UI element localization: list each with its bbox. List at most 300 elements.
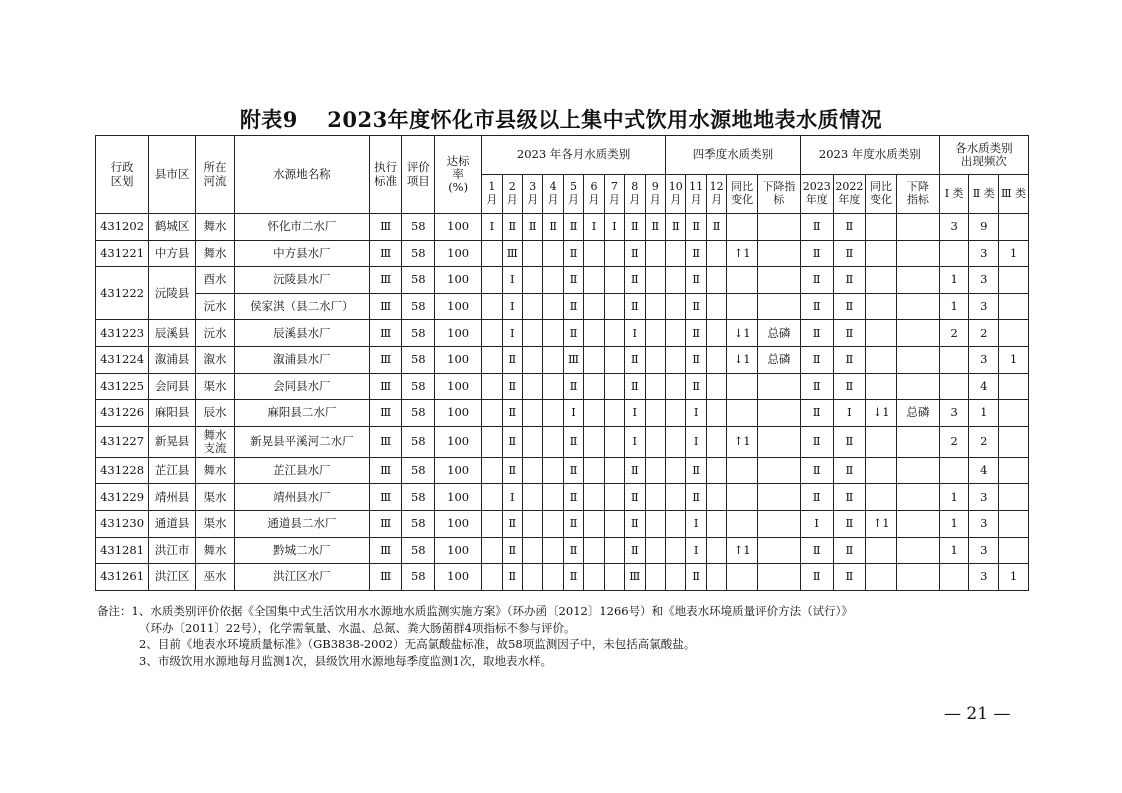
cell-month-4 bbox=[543, 457, 563, 484]
cell-class-1: 1 bbox=[939, 537, 969, 564]
cell-class-3: 1 bbox=[999, 346, 1029, 373]
cell-standard: Ⅲ bbox=[369, 346, 402, 373]
cell-river: 溆水 bbox=[196, 346, 235, 373]
cell-source-name: 溆浦县水厂 bbox=[234, 346, 369, 373]
cell-month-1 bbox=[482, 240, 502, 267]
cell-month-7: Ⅰ bbox=[604, 214, 624, 241]
header-month-7: 7 月 bbox=[604, 175, 624, 214]
cell-eval-items: 58 bbox=[402, 267, 435, 294]
header-standard: 执行 标准 bbox=[369, 136, 402, 214]
cell-month-10 bbox=[666, 320, 686, 347]
cell-month-12 bbox=[706, 484, 726, 511]
cell-class-3 bbox=[999, 537, 1029, 564]
cell-month-7 bbox=[604, 346, 624, 373]
table-row bbox=[96, 214, 1029, 241]
cell-river: 沅水 bbox=[196, 293, 235, 320]
cell-q-change: ↓1 bbox=[727, 320, 758, 347]
header-quarterly-group: 四季度水质类别 bbox=[666, 136, 801, 175]
cell-class-1: 1 bbox=[939, 510, 969, 537]
cell-admin-code: 431223 bbox=[96, 320, 149, 347]
cell-y-drop: 总磷 bbox=[896, 400, 939, 427]
cell-class-3 bbox=[999, 214, 1029, 241]
cell-q-change: ↑1 bbox=[727, 426, 758, 457]
cell-county: 辰溪县 bbox=[149, 320, 196, 347]
cell-y-drop bbox=[896, 373, 939, 400]
cell-class-3 bbox=[999, 510, 1029, 537]
cell-y2022: Ⅱ bbox=[833, 484, 866, 511]
cell-month-2: Ⅱ bbox=[502, 564, 522, 591]
cell-month-5: Ⅱ bbox=[563, 293, 583, 320]
cell-y-drop bbox=[896, 293, 939, 320]
cell-y2022: Ⅱ bbox=[833, 293, 866, 320]
cell-river: 渠水 bbox=[196, 484, 235, 511]
cell-month-3 bbox=[522, 510, 542, 537]
cell-y2023: Ⅱ bbox=[800, 484, 833, 511]
cell-q-drop bbox=[757, 564, 800, 591]
table-row bbox=[96, 564, 1029, 591]
header-month-3: 3 月 bbox=[522, 175, 542, 214]
table-row bbox=[96, 426, 1029, 457]
cell-class-3 bbox=[999, 267, 1029, 294]
cell-class-2: 9 bbox=[969, 214, 999, 241]
cell-month-6 bbox=[584, 484, 604, 511]
cell-class-3 bbox=[999, 400, 1029, 427]
table-row bbox=[96, 267, 1029, 294]
cell-month-12 bbox=[706, 373, 726, 400]
cell-month-5: Ⅱ bbox=[563, 320, 583, 347]
cell-class-1: 3 bbox=[939, 400, 969, 427]
cell-month-12 bbox=[706, 537, 726, 564]
cell-y2022: Ⅱ bbox=[833, 214, 866, 241]
cell-month-4 bbox=[543, 320, 563, 347]
cell-y2022: Ⅱ bbox=[833, 267, 866, 294]
cell-q-change bbox=[727, 564, 758, 591]
cell-month-5: Ⅱ bbox=[563, 484, 583, 511]
cell-q-change: ↑1 bbox=[727, 240, 758, 267]
cell-month-8: Ⅱ bbox=[625, 373, 645, 400]
cell-eval-items: 58 bbox=[402, 426, 435, 457]
cell-source-name: 新晃县平溪河二水厂 bbox=[234, 426, 369, 457]
cell-eval-items: 58 bbox=[402, 320, 435, 347]
cell-month-9 bbox=[645, 426, 666, 457]
cell-month-12 bbox=[706, 426, 726, 457]
cell-q-drop bbox=[757, 214, 800, 241]
cell-q-change bbox=[727, 510, 758, 537]
header-annual-group: 2023 年度水质类别 bbox=[800, 136, 939, 175]
cell-month-9 bbox=[645, 373, 666, 400]
cell-y-change bbox=[866, 320, 897, 347]
cell-month-5: Ⅲ bbox=[563, 346, 583, 373]
cell-month-10 bbox=[666, 346, 686, 373]
cell-month-2: Ⅲ bbox=[502, 240, 522, 267]
cell-y2023: Ⅱ bbox=[800, 537, 833, 564]
cell-month-3 bbox=[522, 346, 542, 373]
cell-month-8: Ⅱ bbox=[625, 293, 645, 320]
cell-class-2: 3 bbox=[969, 484, 999, 511]
cell-river: 舞水 bbox=[196, 214, 235, 241]
cell-month-9 bbox=[645, 510, 666, 537]
cell-rate: 100 bbox=[435, 346, 482, 373]
cell-month-12 bbox=[706, 293, 726, 320]
cell-month-7 bbox=[604, 484, 624, 511]
cell-month-4 bbox=[543, 537, 563, 564]
cell-month-6 bbox=[584, 510, 604, 537]
table-row bbox=[96, 400, 1029, 427]
header-month-4: 4 月 bbox=[543, 175, 563, 214]
cell-month-12 bbox=[706, 240, 726, 267]
cell-standard: Ⅲ bbox=[369, 537, 402, 564]
cell-month-3 bbox=[522, 426, 542, 457]
cell-admin-code: 431227 bbox=[96, 426, 149, 457]
cell-month-6 bbox=[584, 267, 604, 294]
cell-month-10 bbox=[666, 400, 686, 427]
cell-month-11: Ⅰ bbox=[686, 400, 706, 427]
cell-standard: Ⅲ bbox=[369, 564, 402, 591]
cell-month-9 bbox=[645, 293, 666, 320]
cell-month-10 bbox=[666, 457, 686, 484]
cell-month-8: Ⅱ bbox=[625, 484, 645, 511]
cell-month-11: Ⅰ bbox=[686, 426, 706, 457]
cell-month-6: Ⅰ bbox=[584, 214, 604, 241]
cell-month-11: Ⅱ bbox=[686, 564, 706, 591]
header-monthly-group: 2023 年各月水质类别 bbox=[482, 136, 666, 175]
cell-month-2: Ⅰ bbox=[502, 320, 522, 347]
cell-standard: Ⅲ bbox=[369, 400, 402, 427]
cell-river: 渠水 bbox=[196, 510, 235, 537]
cell-standard: Ⅲ bbox=[369, 267, 402, 294]
note-line: 2、目前《地表水环境质量标准》（GB3838-2002）无高氯酸盐标准，故58项监测因子中，未包括高氯酸盐。 bbox=[139, 637, 696, 651]
cell-rate: 100 bbox=[435, 457, 482, 484]
cell-eval-items: 58 bbox=[402, 214, 435, 241]
cell-q-change bbox=[727, 293, 758, 320]
cell-month-10 bbox=[666, 240, 686, 267]
cell-month-12: Ⅱ bbox=[706, 214, 726, 241]
water-quality-table bbox=[95, 135, 1029, 591]
cell-month-12 bbox=[706, 267, 726, 294]
cell-class-2: 3 bbox=[969, 510, 999, 537]
cell-y2022: Ⅱ bbox=[833, 564, 866, 591]
cell-month-1: Ⅰ bbox=[482, 214, 502, 241]
cell-month-5: Ⅱ bbox=[563, 510, 583, 537]
cell-source-name: 侯家淇（县二水厂） bbox=[234, 293, 369, 320]
cell-month-7 bbox=[604, 400, 624, 427]
cell-class-3 bbox=[999, 373, 1029, 400]
cell-eval-items: 58 bbox=[402, 537, 435, 564]
cell-month-9: Ⅱ bbox=[645, 214, 666, 241]
cell-month-12 bbox=[706, 510, 726, 537]
cell-standard: Ⅲ bbox=[369, 426, 402, 457]
cell-county: 洪江市 bbox=[149, 537, 196, 564]
note-line: （环办〔2011〕22号），化学需氧量、水温、总氮、粪大肠菌群4项指标不参与评价。 bbox=[139, 620, 576, 635]
cell-month-6 bbox=[584, 457, 604, 484]
cell-month-4 bbox=[543, 240, 563, 267]
cell-month-1 bbox=[482, 457, 502, 484]
cell-y2023: Ⅱ bbox=[800, 457, 833, 484]
cell-river: 舞水 bbox=[196, 240, 235, 267]
cell-month-3 bbox=[522, 240, 542, 267]
cell-rate: 100 bbox=[435, 564, 482, 591]
cell-y-drop bbox=[896, 457, 939, 484]
cell-month-8: Ⅰ bbox=[625, 320, 645, 347]
header-class-2: Ⅱ 类 bbox=[969, 175, 999, 214]
cell-month-7 bbox=[604, 267, 624, 294]
cell-y-change: ↑1 bbox=[866, 510, 897, 537]
header-month-12: 12 月 bbox=[706, 175, 726, 214]
cell-river: 巫水 bbox=[196, 564, 235, 591]
header-eval-items: 评价 项目 bbox=[402, 136, 435, 214]
cell-class-1: 2 bbox=[939, 320, 969, 347]
cell-month-1 bbox=[482, 510, 502, 537]
cell-month-2: Ⅱ bbox=[502, 400, 522, 427]
header-class-1: Ⅰ 类 bbox=[939, 175, 969, 214]
cell-month-6 bbox=[584, 564, 604, 591]
cell-month-5: Ⅱ bbox=[563, 214, 583, 241]
cell-source-name: 黔城二水厂 bbox=[234, 537, 369, 564]
cell-month-12 bbox=[706, 564, 726, 591]
cell-month-9 bbox=[645, 240, 666, 267]
cell-y2022: Ⅱ bbox=[833, 346, 866, 373]
cell-river: 舞水 bbox=[196, 537, 235, 564]
cell-class-3 bbox=[999, 484, 1029, 511]
cell-class-3 bbox=[999, 426, 1029, 457]
cell-month-9 bbox=[645, 320, 666, 347]
cell-month-9 bbox=[645, 400, 666, 427]
cell-q-drop bbox=[757, 457, 800, 484]
cell-class-2: 2 bbox=[969, 320, 999, 347]
cell-month-8: Ⅰ bbox=[625, 400, 645, 427]
cell-county: 沅陵县 bbox=[149, 267, 196, 320]
cell-y2022: Ⅱ bbox=[833, 373, 866, 400]
cell-month-10 bbox=[666, 537, 686, 564]
cell-month-9 bbox=[645, 484, 666, 511]
cell-month-2: Ⅱ bbox=[502, 537, 522, 564]
table-row bbox=[96, 510, 1029, 537]
cell-month-7 bbox=[604, 426, 624, 457]
cell-month-12 bbox=[706, 400, 726, 427]
cell-y-change: ↓1 bbox=[866, 400, 897, 427]
header-class-3: Ⅲ 类 bbox=[999, 175, 1029, 214]
cell-q-change: ↓1 bbox=[727, 346, 758, 373]
cell-month-3: Ⅱ bbox=[522, 214, 542, 241]
cell-source-name: 洪江区水厂 bbox=[234, 564, 369, 591]
cell-month-10 bbox=[666, 293, 686, 320]
cell-y2022: Ⅱ bbox=[833, 537, 866, 564]
cell-rate: 100 bbox=[435, 293, 482, 320]
cell-y2023: Ⅱ bbox=[800, 346, 833, 373]
cell-county: 溆浦县 bbox=[149, 346, 196, 373]
cell-month-12 bbox=[706, 457, 726, 484]
cell-month-9 bbox=[645, 457, 666, 484]
cell-rate: 100 bbox=[435, 510, 482, 537]
cell-month-1 bbox=[482, 426, 502, 457]
cell-month-6 bbox=[584, 537, 604, 564]
cell-month-2: Ⅰ bbox=[502, 267, 522, 294]
cell-class-3 bbox=[999, 457, 1029, 484]
cell-month-7 bbox=[604, 293, 624, 320]
cell-river: 沅水 bbox=[196, 320, 235, 347]
cell-q-drop bbox=[757, 537, 800, 564]
cell-q-drop bbox=[757, 510, 800, 537]
cell-month-5: Ⅱ bbox=[563, 426, 583, 457]
cell-river: 舞水 支流 bbox=[196, 426, 235, 457]
cell-eval-items: 58 bbox=[402, 346, 435, 373]
cell-y2023: Ⅱ bbox=[800, 426, 833, 457]
cell-q-change bbox=[727, 400, 758, 427]
cell-admin-code: 431225 bbox=[96, 373, 149, 400]
cell-month-1 bbox=[482, 373, 502, 400]
cell-month-5: Ⅱ bbox=[563, 267, 583, 294]
cell-month-8: Ⅱ bbox=[625, 537, 645, 564]
header-month-6: 6 月 bbox=[584, 175, 604, 214]
cell-eval-items: 58 bbox=[402, 457, 435, 484]
cell-q-change bbox=[727, 457, 758, 484]
cell-month-1 bbox=[482, 564, 502, 591]
cell-month-11: Ⅱ bbox=[686, 346, 706, 373]
cell-month-2: Ⅱ bbox=[502, 373, 522, 400]
cell-admin-code: 431221 bbox=[96, 240, 149, 267]
cell-month-6 bbox=[584, 373, 604, 400]
page-number: — 21 — bbox=[944, 704, 1011, 724]
header-month-2: 2 月 bbox=[502, 175, 522, 214]
cell-standard: Ⅲ bbox=[369, 320, 402, 347]
cell-month-1 bbox=[482, 400, 502, 427]
cell-month-6 bbox=[584, 293, 604, 320]
cell-county: 中方县 bbox=[149, 240, 196, 267]
cell-month-1 bbox=[482, 346, 502, 373]
cell-standard: Ⅲ bbox=[369, 240, 402, 267]
cell-month-4 bbox=[543, 564, 563, 591]
cell-standard: Ⅲ bbox=[369, 373, 402, 400]
cell-class-3: 1 bbox=[999, 240, 1029, 267]
cell-month-11: Ⅱ bbox=[686, 293, 706, 320]
cell-admin-code: 431261 bbox=[96, 564, 149, 591]
cell-standard: Ⅲ bbox=[369, 214, 402, 241]
cell-admin-code: 431281 bbox=[96, 537, 149, 564]
cell-month-3 bbox=[522, 293, 542, 320]
cell-y-change bbox=[866, 293, 897, 320]
table-row bbox=[96, 320, 1029, 347]
cell-county: 通道县 bbox=[149, 510, 196, 537]
cell-class-1: 2 bbox=[939, 426, 969, 457]
header-freq-group: 各水质类别 出现频次 bbox=[939, 136, 1028, 175]
cell-county: 麻阳县 bbox=[149, 400, 196, 427]
table-row bbox=[96, 457, 1029, 484]
cell-y2023: Ⅱ bbox=[800, 400, 833, 427]
cell-river: 辰水 bbox=[196, 400, 235, 427]
cell-y-drop bbox=[896, 564, 939, 591]
header-y2023: 2023 年度 bbox=[800, 175, 833, 214]
cell-q-change bbox=[727, 373, 758, 400]
header-month-9: 9 月 bbox=[645, 175, 666, 214]
cell-month-2: Ⅱ bbox=[502, 346, 522, 373]
cell-month-11: Ⅱ bbox=[686, 320, 706, 347]
cell-month-9 bbox=[645, 346, 666, 373]
cell-month-5: Ⅰ bbox=[563, 400, 583, 427]
header-rate: 达标 率 (%) bbox=[435, 136, 482, 214]
cell-eval-items: 58 bbox=[402, 510, 435, 537]
cell-q-change bbox=[727, 214, 758, 241]
cell-class-1 bbox=[939, 240, 969, 267]
cell-month-8: Ⅱ bbox=[625, 457, 645, 484]
cell-county: 会同县 bbox=[149, 373, 196, 400]
cell-y-drop bbox=[896, 537, 939, 564]
cell-source-name: 中方县水厂 bbox=[234, 240, 369, 267]
cell-month-3 bbox=[522, 484, 542, 511]
cell-month-1 bbox=[482, 267, 502, 294]
cell-month-1 bbox=[482, 320, 502, 347]
cell-month-9 bbox=[645, 267, 666, 294]
cell-month-8: Ⅱ bbox=[625, 346, 645, 373]
cell-month-6 bbox=[584, 240, 604, 267]
cell-class-2: 3 bbox=[969, 537, 999, 564]
cell-y2022: Ⅱ bbox=[833, 426, 866, 457]
cell-class-2: 3 bbox=[969, 293, 999, 320]
cell-month-11: Ⅱ bbox=[686, 457, 706, 484]
cell-y2023: Ⅰ bbox=[800, 510, 833, 537]
cell-standard: Ⅲ bbox=[369, 293, 402, 320]
cell-source-name: 麻阳县二水厂 bbox=[234, 400, 369, 427]
cell-class-2: 3 bbox=[969, 564, 999, 591]
table-row bbox=[96, 346, 1029, 373]
cell-class-2: 4 bbox=[969, 457, 999, 484]
cell-month-2: Ⅱ bbox=[502, 510, 522, 537]
header-river: 所在 河流 bbox=[196, 136, 235, 214]
cell-y-change bbox=[866, 457, 897, 484]
cell-month-1 bbox=[482, 484, 502, 511]
cell-month-2: Ⅱ bbox=[502, 426, 522, 457]
cell-month-7 bbox=[604, 510, 624, 537]
cell-month-3 bbox=[522, 537, 542, 564]
cell-y2022: Ⅱ bbox=[833, 457, 866, 484]
cell-month-5: Ⅱ bbox=[563, 457, 583, 484]
cell-month-10 bbox=[666, 373, 686, 400]
cell-y-drop bbox=[896, 510, 939, 537]
cell-admin-code: 431226 bbox=[96, 400, 149, 427]
cell-y2022: Ⅱ bbox=[833, 510, 866, 537]
cell-eval-items: 58 bbox=[402, 373, 435, 400]
cell-county: 洪江区 bbox=[149, 564, 196, 591]
cell-y-drop bbox=[896, 426, 939, 457]
cell-y-change bbox=[866, 426, 897, 457]
cell-q-drop bbox=[757, 293, 800, 320]
note-line: 3、市级饮用水源地每月监测1次，县级饮用水源地每季度监测1次，取地表水样。 bbox=[139, 653, 552, 668]
cell-class-1: 1 bbox=[939, 267, 969, 294]
cell-river: 酉水 bbox=[196, 267, 235, 294]
cell-month-2: Ⅰ bbox=[502, 484, 522, 511]
cell-eval-items: 58 bbox=[402, 564, 435, 591]
cell-month-5: Ⅱ bbox=[563, 240, 583, 267]
cell-month-6 bbox=[584, 426, 604, 457]
cell-month-10 bbox=[666, 510, 686, 537]
cell-month-6 bbox=[584, 400, 604, 427]
cell-rate: 100 bbox=[435, 373, 482, 400]
notes bbox=[97, 603, 1037, 669]
cell-eval-items: 58 bbox=[402, 484, 435, 511]
header-month-8: 8 月 bbox=[625, 175, 645, 214]
cell-month-12 bbox=[706, 320, 726, 347]
cell-y-drop bbox=[896, 267, 939, 294]
cell-month-3 bbox=[522, 320, 542, 347]
cell-county: 新晃县 bbox=[149, 426, 196, 457]
cell-class-2: 3 bbox=[969, 240, 999, 267]
cell-month-11: Ⅰ bbox=[686, 537, 706, 564]
cell-rate: 100 bbox=[435, 400, 482, 427]
cell-y-drop bbox=[896, 320, 939, 347]
cell-class-1: 1 bbox=[939, 484, 969, 511]
cell-month-8: Ⅰ bbox=[625, 426, 645, 457]
cell-rate: 100 bbox=[435, 484, 482, 511]
cell-y2023: Ⅱ bbox=[800, 214, 833, 241]
